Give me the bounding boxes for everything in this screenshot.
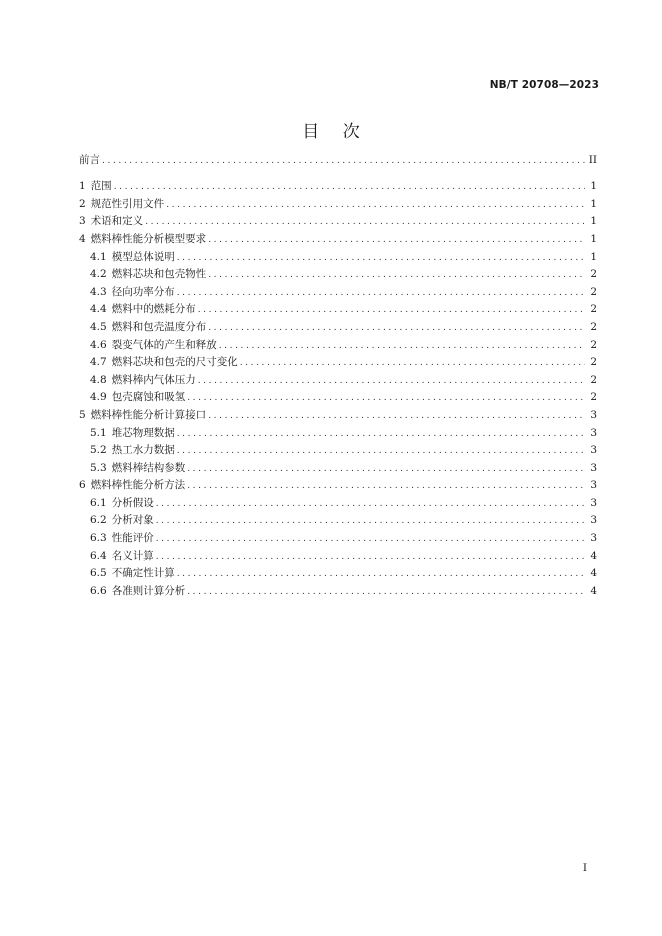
toc-entry-page: 2	[590, 356, 597, 369]
toc-entry-label: 性能评价	[111, 532, 154, 545]
toc-leader-dots	[156, 496, 585, 514]
toc-entry-title	[90, 583, 187, 601]
toc-entry[interactable]	[79, 565, 597, 583]
toc-entry-title	[90, 319, 208, 337]
toc-entry-title	[90, 249, 177, 267]
toc-leader-dots	[177, 566, 585, 584]
toc-entry-title	[79, 213, 145, 231]
toc-leader-dots	[187, 478, 585, 496]
toc-entry-title	[79, 196, 166, 214]
page-title: 目 次	[302, 122, 369, 142]
toc-entry-title	[79, 407, 208, 425]
toc-entry-number: 6.1	[90, 496, 107, 509]
toc-leader-dots	[208, 232, 585, 250]
toc-entry-page: 2	[590, 303, 597, 316]
toc-entry-number: 4.1	[90, 250, 107, 263]
toc-entry-number: 4.9	[90, 391, 107, 404]
toc-entry[interactable]	[79, 583, 597, 601]
toc-entry-label: 包壳腐蚀和吸氢	[111, 391, 186, 404]
toc-entry-page: 3	[590, 514, 597, 527]
toc-entry-page: 3	[590, 461, 597, 474]
toc-entry[interactable]	[79, 477, 597, 495]
toc-entry-page: 2	[590, 285, 597, 298]
toc-entry[interactable]	[79, 249, 597, 267]
toc-entry-label: 燃料棒性能分析计算接口	[90, 408, 207, 421]
toc-entry[interactable]	[79, 266, 597, 284]
toc-entry-page: 2	[590, 320, 597, 333]
toc-entry-label: 术语和定义	[90, 215, 144, 228]
toc-entry[interactable]	[79, 495, 597, 513]
toc-entry[interactable]	[79, 152, 597, 170]
toc-leader-dots	[177, 443, 585, 461]
toc-entry-title	[90, 512, 156, 530]
toc-entry-page: 2	[590, 268, 597, 281]
toc-entry-label: 分析假设	[111, 496, 154, 509]
toc-entry[interactable]	[79, 425, 597, 443]
toc-entry-title	[90, 548, 156, 566]
toc-entry-label: 裂变气体的产生和释放	[111, 338, 217, 351]
toc-entry-label: 燃料中的燃耗分布	[111, 303, 196, 316]
toc-entry-page: 4	[590, 584, 597, 597]
toc-entry[interactable]	[79, 548, 597, 566]
toc-entry-number: 5.3	[90, 461, 107, 474]
toc-entry-number: 4.8	[90, 373, 107, 386]
toc-entry[interactable]	[79, 389, 597, 407]
toc-entry[interactable]	[79, 354, 597, 372]
toc-entry-number: 4	[79, 232, 86, 245]
toc-entry-number: 4.6	[90, 338, 107, 351]
toc-entry-label: 不确定性计算	[111, 567, 175, 580]
toc-leader-dots	[187, 584, 585, 602]
toc-leader-dots	[187, 461, 585, 479]
toc-entry-page: 3	[590, 532, 597, 545]
toc-entry-page: 1	[590, 215, 597, 228]
toc-entry-label: 燃料棒性能分析方法	[90, 479, 186, 492]
toc-entry-label: 堆芯物理数据	[111, 426, 175, 439]
toc-entry-number: 6	[79, 479, 86, 492]
toc-leader-dots	[177, 285, 585, 303]
toc-entry[interactable]	[79, 512, 597, 530]
toc-entry-label: 范围	[90, 180, 112, 193]
toc-leader-dots	[114, 179, 585, 197]
toc-entry-title	[90, 530, 156, 548]
toc-entry-title	[90, 337, 219, 355]
toc-entry-number: 4.7	[90, 356, 107, 369]
toc-entry-title	[90, 301, 198, 319]
toc-entry-page: 1	[590, 250, 597, 263]
toc-entry-number: 5.1	[90, 426, 107, 439]
toc-entry-number: 1	[79, 180, 86, 193]
toc-leader-dots	[145, 214, 585, 232]
toc-entry-page: 2	[590, 373, 597, 386]
toc-entry-number: 4.2	[90, 268, 107, 281]
toc-entry-page: 3	[590, 444, 597, 457]
toc-leader-dots	[177, 426, 585, 444]
toc-entry-label: 燃料和包壳温度分布	[111, 320, 207, 333]
toc-entry-title	[90, 284, 177, 302]
toc-entry-label: 燃料芯块和包壳的尺寸变化	[111, 356, 238, 369]
toc-entry[interactable]	[79, 196, 597, 214]
document-code: NB/T 20708—2023	[489, 79, 599, 91]
toc-entry-number: 6.5	[90, 567, 107, 580]
toc-entry[interactable]	[79, 460, 597, 478]
toc-entry-label: 径向功率分布	[111, 285, 175, 298]
toc-entry-number: 6.4	[90, 549, 107, 562]
toc-entry-label: 分析对象	[111, 514, 154, 527]
toc-leader-dots	[198, 373, 585, 391]
toc-leader-dots	[102, 153, 585, 171]
toc-leader-dots	[240, 355, 585, 373]
toc-entry-label: 燃料棒内气体压力	[111, 373, 196, 386]
toc-entry-number: 6.2	[90, 514, 107, 527]
toc-entry-title	[90, 425, 177, 443]
toc-entry[interactable]	[79, 301, 597, 319]
toc-entry-title	[79, 231, 208, 249]
toc-entry-number: 3	[79, 215, 86, 228]
toc-entry-page: 1	[590, 197, 597, 210]
toc-entry-label: 各准则计算分析	[111, 584, 186, 597]
toc-entry-number: 2	[79, 197, 86, 210]
toc-entry-title	[90, 389, 187, 407]
toc-entry-title	[90, 442, 177, 460]
toc-entry-number: 4.5	[90, 320, 107, 333]
toc-entry-page: 4	[590, 549, 597, 562]
toc-entry[interactable]	[79, 213, 597, 231]
toc-entry-title	[90, 354, 240, 372]
toc-leader-dots	[156, 531, 585, 549]
toc-entry-label: 燃料棒结构参数	[111, 461, 186, 474]
toc-leader-dots	[219, 338, 585, 356]
toc-entry-title	[90, 495, 156, 513]
toc-entry-page: II	[588, 154, 597, 166]
toc-entry-number: 4.3	[90, 285, 107, 298]
toc-entry-label: 燃料芯块和包壳物性	[111, 268, 207, 281]
toc-entry-label: 规范性引用文件	[90, 197, 165, 210]
toc-entry-title	[79, 477, 187, 495]
toc-entry-page: 3	[590, 426, 597, 439]
toc-entry-page: 3	[590, 408, 597, 421]
toc-entry-label: 热工水力数据	[111, 444, 175, 457]
toc-entry-page: 3	[590, 496, 597, 509]
toc-entry-page: 2	[590, 338, 597, 351]
toc-entry[interactable]	[79, 530, 597, 548]
toc-entry[interactable]	[79, 372, 597, 390]
toc-leader-dots	[208, 408, 585, 426]
toc-entry-label: 前言	[79, 154, 100, 166]
toc-entry-page: 1	[590, 232, 597, 245]
toc-entry[interactable]	[79, 178, 597, 196]
toc-leader-dots	[198, 302, 585, 320]
toc-leader-dots	[208, 320, 585, 338]
toc-entry-title	[90, 565, 177, 583]
toc-leader-dots	[156, 513, 585, 531]
toc-entry[interactable]	[79, 442, 597, 460]
toc-entry-label: 名义计算	[111, 549, 154, 562]
toc-entry-number: 5	[79, 408, 86, 421]
toc-entry-number: 5.2	[90, 444, 107, 457]
page-number: I	[582, 862, 587, 874]
toc-entry[interactable]	[79, 319, 597, 337]
toc-leader-dots	[156, 549, 585, 567]
toc-entry-title	[90, 266, 208, 284]
toc-entry-title	[79, 152, 102, 170]
table-of-contents	[79, 152, 597, 600]
toc-entry-title	[90, 460, 187, 478]
toc-leader-dots	[166, 197, 585, 215]
toc-entry-label: 模型总体说明	[111, 250, 175, 263]
toc-entry-number: 6.3	[90, 532, 107, 545]
toc-entry-number: 4.4	[90, 303, 107, 316]
toc-leader-dots	[187, 390, 585, 408]
toc-entry-number: 6.6	[90, 584, 107, 597]
toc-entry[interactable]	[79, 337, 597, 355]
toc-entry[interactable]	[79, 407, 597, 425]
toc-entry-page: 3	[590, 479, 597, 492]
toc-entry[interactable]	[79, 284, 597, 302]
toc-entry-page: 4	[590, 567, 597, 580]
toc-leader-dots	[177, 250, 585, 268]
toc-entry-page: 2	[590, 391, 597, 404]
toc-entry[interactable]	[79, 231, 597, 249]
toc-entry-title	[79, 178, 114, 196]
toc-entry-label: 燃料棒性能分析模型要求	[90, 232, 207, 245]
toc-entry-page: 1	[590, 180, 597, 193]
toc-entry-title	[90, 372, 198, 390]
toc-leader-dots	[208, 267, 585, 285]
